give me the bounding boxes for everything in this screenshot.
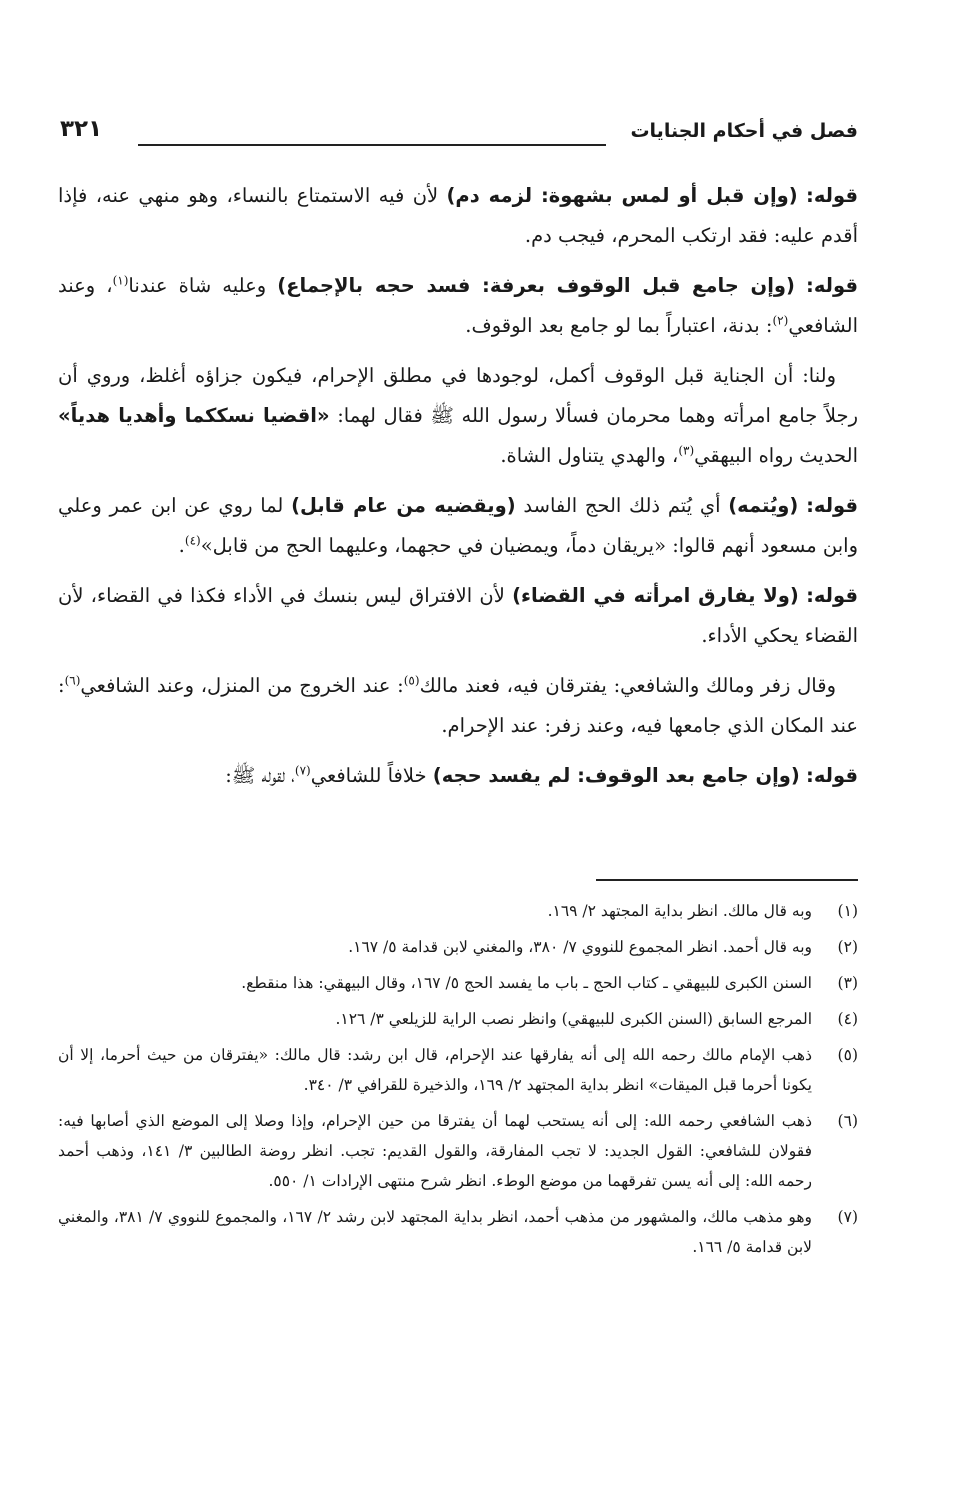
commentary-text: وعليه شاة عندنا (128, 274, 267, 297)
qawluhu-label: قوله: (806, 764, 858, 787)
footnote-text: وبه قال أحمد. انظر المجموع للنووي ٧/ ٣٨٠، والمغني لابن قدامة ٥/ ١٦٧. (348, 938, 812, 956)
chapter-title: فصل في أحكام الجنايات (630, 120, 858, 142)
qawluhu-label: قوله: (806, 184, 858, 207)
commentary-text: لأن فيه الاستمتاع بالنساء، وهو منهي عنه، فإذا أقدم عليه: فقد ارتكب المحرم، فيجب دم. (58, 184, 858, 247)
commentary-text: لأن الافتراق ليس بنسك في الأداء فكذا في القضاء، لأن القضاء يحكي الأداء. (58, 584, 858, 647)
footnote-text: المرجع السابق (السنن الكبرى للبيهقي) وانظر نصب الراية للزيلعي ٣/ ١٢٦. (335, 1010, 812, 1028)
footnote-number: (٧) (837, 1208, 858, 1226)
commentary-text: : عند الخروج من المنزل، وعند الشافعي (80, 674, 404, 697)
commentary-text: لما روي عن ابن عمر وعلي وابن مسعود أنهم قالوا: «يريقان دماً، ويمضيان في حجهما، وعليهما الحج من قابل» (58, 494, 858, 557)
paragraph-kiss (58, 176, 858, 256)
running-header (60, 116, 858, 156)
footnote-text: ذهب الإمام مالك رحمه الله إلى أنه يفارقها عند الإحرام، قال ابن رشد: قال مالك: «يفترقان من حيث أحرما، إلا أن يكونا أحرما قبل الميقات» انظر بداية المجتهد ٢/ ١٦٩، والذخيرة للقرافي ٣/ ٣٤٠. (58, 1046, 812, 1094)
footnote-ref: (٢) (772, 313, 789, 328)
paragraph-intercourse-before-arafah (58, 266, 858, 346)
footnote-item (58, 1202, 858, 1262)
commentary-text: ، وعند الشافعي (58, 274, 858, 337)
page-number: ٣٢١ (60, 116, 103, 142)
footnote-item (58, 896, 858, 926)
footnote-ref: (٣) (678, 443, 695, 458)
footnote-item (58, 968, 858, 998)
footnote-number: (٥) (837, 1046, 858, 1064)
paragraph-after-wuquf (58, 756, 858, 796)
matn-text: (ويقضيه من عام قابل) (291, 494, 516, 517)
footnote-text: وهو مذهب مالك، والمشهور من مذهب أحمد، انظر بداية المجتهد لابن رشد ٢/ ١٦٧، والمجموع للنووي ٧/ ٣٨١، والمغني لابن قدامة ٥/ ١٦٦. (58, 1208, 813, 1256)
commentary-text: : بدنة، اعتباراً بما لو جامع بعد الوقوف. (465, 314, 773, 337)
commentary-text: ، لقوله ﷺ: (225, 764, 295, 787)
main-text (58, 176, 858, 806)
footnote-item (58, 1106, 858, 1196)
footnote-number: (٤) (837, 1010, 858, 1028)
footnote-ref: (٤) (184, 533, 201, 548)
footnote-text: وبه قال مالك. انظر بداية المجتهد ٢/ ١٦٩. (547, 902, 812, 920)
footnote-ref: (٦) (64, 673, 81, 688)
footnotes (58, 896, 858, 1268)
footnote-number: (٦) (837, 1112, 858, 1130)
commentary-text: أي يُتم ذلك الحج الفاسد (523, 494, 721, 517)
commentary-text: . (178, 534, 185, 557)
matn-text: (ولا يفارق امرأته في القضاء) (512, 584, 799, 607)
matn-text: (ويُتمه) (728, 494, 799, 517)
commentary-text: خلافاً للشافعي (310, 764, 427, 787)
commentary-text: ، والهدي يتناول الشاة. (500, 444, 679, 467)
footnote-item (58, 932, 858, 962)
footnote-text: السنن الكبرى للبيهقي ـ كتاب الحج ـ باب ما يفسد الحج ٥/ ١٦٧، وقال البيهقي: هذا منقطع. (241, 974, 812, 992)
paragraph-other-opinions (58, 666, 858, 746)
commentary-text: : عند المكان الذي جامعها فيه، وعند زفر: عند الإحرام. (58, 674, 858, 737)
footnote-number: (١) (837, 902, 858, 920)
matn-text: (وإن جامع بعد الوقوف: لم يفسد حجه) (432, 764, 800, 787)
footnote-number: (٣) (837, 974, 858, 992)
footnote-item (58, 1040, 858, 1100)
commentary-text: وقال زفر ومالك والشافعي: يفترقان فيه، فعند مالك (419, 674, 836, 697)
hadith-quote: «اقضيا نسككما وأهديا هدياً» (58, 404, 330, 427)
qawluhu-label: قوله: (806, 494, 859, 517)
commentary-text: ولنا: أن الجناية قبل الوقوف أكمل، لوجودها في مطلق الإحرام، فيكون جزاؤه أغلظ، وروي أن رجلاً جامع امرأته وهما محرمان فسألا رسول الله ﷺ فقال لهما: (58, 364, 858, 427)
matn-text: (وإن قبل أو لمس بشهوة: لزمه دم) (446, 184, 798, 207)
footnote-ref: (٥) (403, 673, 420, 688)
qawluhu-label: قوله: (806, 274, 858, 297)
paragraph-separation (58, 576, 858, 656)
footnote-number: (٢) (837, 938, 858, 956)
header-rule (138, 144, 606, 146)
qawluhu-label: قوله: (806, 584, 859, 607)
matn-text: (وإن جامع قبل الوقوف بعرفة: فسد حجه بالإجماع) (277, 274, 795, 297)
footnote-separator (596, 879, 858, 881)
paragraph-our-evidence (58, 356, 858, 476)
paragraph-completion (58, 486, 858, 566)
footnote-ref: (١) (112, 273, 129, 288)
commentary-text: الحديث رواه البيهقي (694, 444, 858, 467)
footnote-item (58, 1004, 858, 1034)
footnote-text: ذهب الشافعي رحمه الله: إلى أنه يستحب لهما أن يفترقا من حين الإحرام، وإذا وصلا إلى الموضع الذي أصابها فيه: فقولان للشافعي: القول الجديد: لا تجب المفارقة، والقول القديم: تجب. انظر روضة الطالبين ٣/ ١٤١، وذهب أحمد رحمه الله: إلى أنه يسن تفرقهما من موضع الوطء. انظر شرح منتهى الإرادات ١/ ٥٥٠. (58, 1112, 812, 1190)
footnote-ref: (٧) (294, 763, 311, 778)
